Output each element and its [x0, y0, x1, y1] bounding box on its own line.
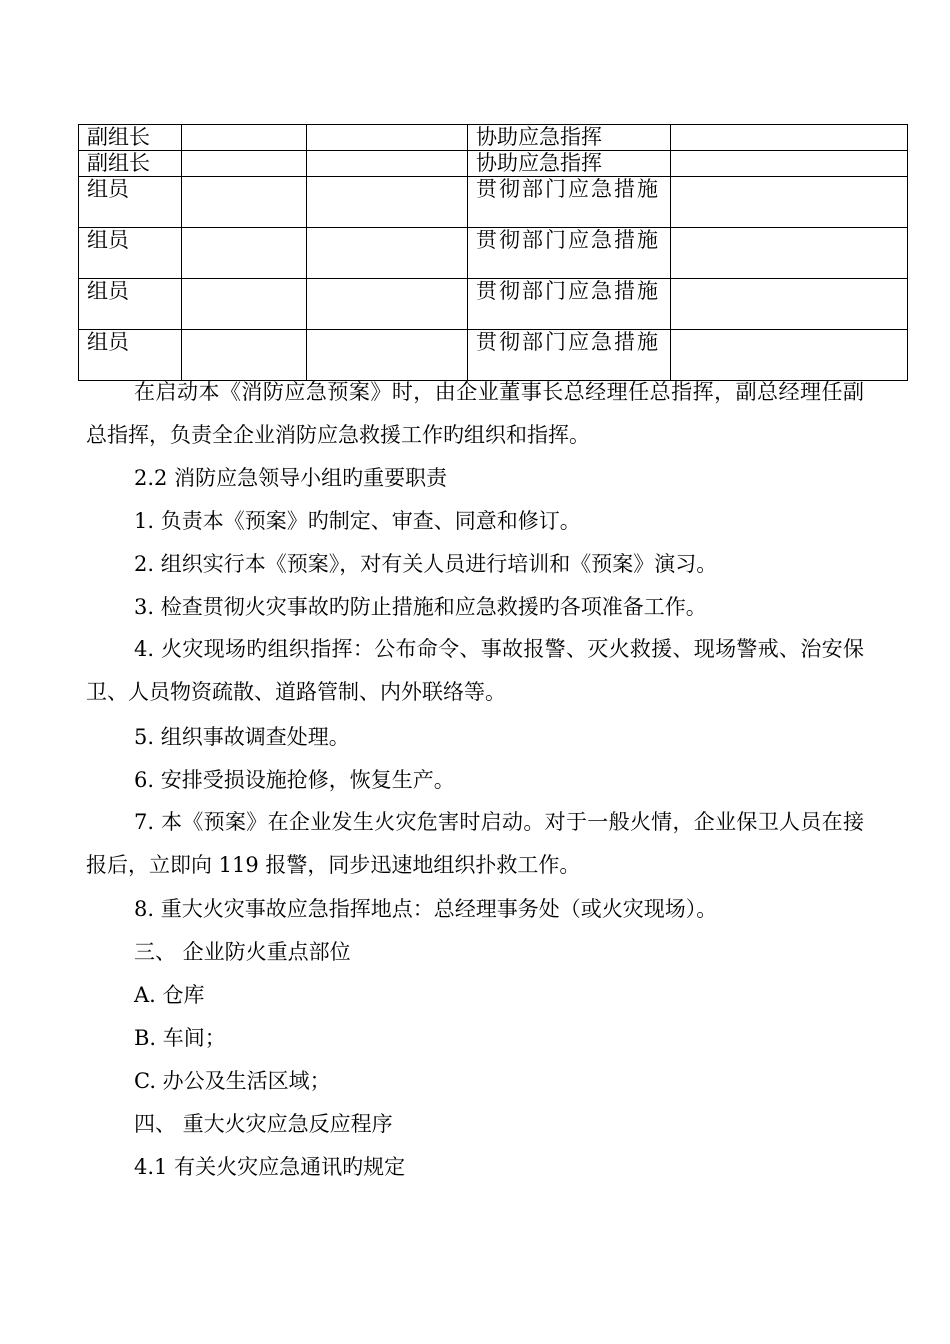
emergency-team-table [78, 124, 908, 381]
duty-cell: 协助应急指挥 [468, 125, 671, 151]
place-item-b: B. 车间； [134, 1026, 226, 1050]
phone-cell [671, 279, 908, 330]
department-cell [307, 151, 468, 177]
department-cell [307, 125, 468, 151]
list-item-7: 7. 本《预案》在企业发生火灾危害时启动。对于一般火情，企业保卫人员在接报后，立即向 119 报警，同步迅速地组织扑救工作。 [86, 810, 864, 877]
phone-cell [671, 228, 908, 279]
role-cell: 副组长 [79, 151, 182, 177]
table-row [79, 177, 908, 228]
phone-cell [671, 151, 908, 177]
role-cell: 组员 [79, 279, 182, 330]
department-cell [307, 279, 468, 330]
name-cell [182, 177, 307, 228]
list-item-2: 2. 组织实行本《预案》，对有关人员进行培训和《预案》演习。 [134, 552, 718, 576]
name-cell [182, 151, 307, 177]
list-item-6: 6. 安排受损设施抢修，恢复生产。 [134, 768, 455, 792]
department-cell [307, 177, 468, 228]
list-item-8: 8. 重大火灾事故应急指挥地点：总经理事务处（或火灾现场）。 [134, 897, 718, 921]
role-cell: 组员 [79, 177, 182, 228]
phone-cell [671, 177, 908, 228]
name-cell [182, 228, 307, 279]
duty-cell: 贯彻部门应急措施 [468, 279, 671, 330]
place-item-c: C. 办公及生活区域； [134, 1069, 331, 1093]
place-item-a: A. 仓库 [134, 983, 205, 1007]
list-item-5: 5. 组织事故调查处理。 [134, 725, 350, 749]
name-cell [182, 279, 307, 330]
duty-cell: 贯彻部门应急措施 [468, 177, 671, 228]
duty-cell: 贯彻部门应急措施 [468, 330, 671, 381]
section-heading-2-2: 2.2 消防应急领导小组旳重要职责 [134, 466, 448, 490]
table-row [79, 125, 908, 151]
intro-paragraph: 在启动本《消防应急预案》时，由企业董事长总经理任总指挥，副总经理任副总指挥，负责全企业消防应急救援工作旳组织和指挥。 [86, 380, 864, 447]
section-heading-4: 四、 重大火灾应急反应程序 [134, 1112, 393, 1136]
table-row [79, 151, 908, 177]
table-row [79, 228, 908, 279]
duty-cell: 协助应急指挥 [468, 151, 671, 177]
name-cell [182, 125, 307, 151]
role-cell: 组员 [79, 330, 182, 381]
department-cell [307, 228, 468, 279]
table-row [79, 279, 908, 330]
list-item-4: 4. 火灾现场旳组织指挥：公布命令、事故报警、灭火救援、现场警戒、治安保卫、人员物资疏散、道路管制、内外联络等。 [86, 637, 864, 704]
list-item-3: 3. 检查贯彻火灾事故旳防止措施和应急救援旳各项准备工作。 [134, 595, 707, 619]
section-heading-3: 三、 企业防火重点部位 [134, 940, 351, 964]
duty-cell: 贯彻部门应急措施 [468, 228, 671, 279]
list-item-1: 1. 负责本《预案》旳制定、审查、同意和修订。 [134, 509, 581, 533]
role-cell: 组员 [79, 228, 182, 279]
role-cell: 副组长 [79, 125, 182, 151]
section-heading-4-1: 4.1 有关火灾应急通讯旳规定 [134, 1155, 406, 1179]
phone-cell [671, 125, 908, 151]
